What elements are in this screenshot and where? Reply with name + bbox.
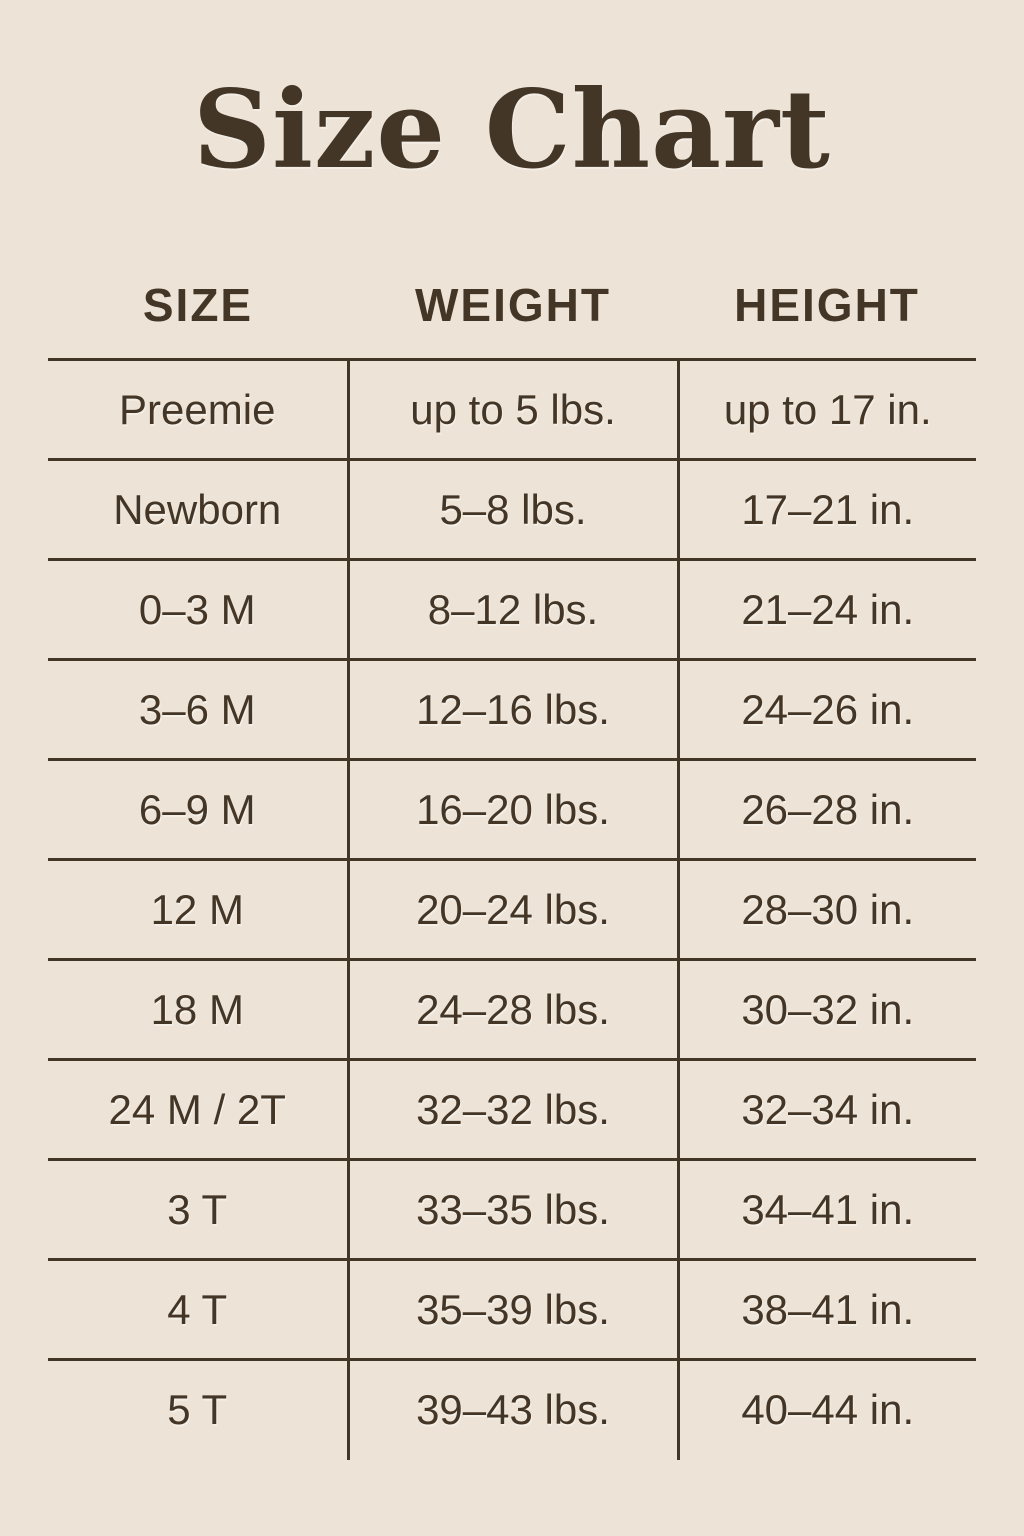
table-row — [48, 860, 976, 960]
height-cell: up to 17 in. — [678, 360, 976, 460]
height-cell: 21–24 in. — [678, 560, 976, 660]
height-cell: 30–32 in. — [678, 960, 976, 1060]
table-row — [48, 1360, 976, 1460]
table-row — [48, 1260, 976, 1360]
weight-cell: 32–32 lbs. — [348, 1060, 678, 1160]
size-cell: 4 T — [48, 1260, 348, 1360]
weight-cell: 12–16 lbs. — [348, 660, 678, 760]
size-cell: 5 T — [48, 1360, 348, 1460]
size-cell: 0–3 M — [48, 560, 348, 660]
table-row — [48, 1060, 976, 1160]
height-cell: 28–30 in. — [678, 860, 976, 960]
column-header-height: HEIGHT — [734, 278, 920, 331]
height-cell: 24–26 in. — [678, 660, 976, 760]
size-cell: 6–9 M — [48, 760, 348, 860]
size-chart-table — [48, 252, 976, 1460]
size-chart-header — [48, 252, 976, 360]
height-cell: 38–41 in. — [678, 1260, 976, 1360]
column-header-size: SIZE — [142, 278, 254, 331]
weight-cell: 35–39 lbs. — [348, 1260, 678, 1360]
table-row — [48, 960, 976, 1060]
page-title: Size Chart — [193, 67, 831, 193]
weight-cell: up to 5 lbs. — [348, 360, 678, 460]
table-row — [48, 760, 976, 860]
weight-cell: 33–35 lbs. — [348, 1160, 678, 1260]
size-chart-body — [48, 360, 976, 1460]
size-cell: 24 M / 2T — [48, 1060, 348, 1160]
size-cell: 12 M — [48, 860, 348, 960]
table-row — [48, 360, 976, 460]
weight-cell: 16–20 lbs. — [348, 760, 678, 860]
table-row — [48, 660, 976, 760]
table-row — [48, 460, 976, 560]
height-cell: 34–41 in. — [678, 1160, 976, 1260]
table-row — [48, 1160, 976, 1260]
weight-cell: 5–8 lbs. — [348, 460, 678, 560]
size-cell: 3–6 M — [48, 660, 348, 760]
table-row — [48, 560, 976, 660]
header-row — [48, 252, 976, 360]
size-cell: 18 M — [48, 960, 348, 1060]
weight-cell: 24–28 lbs. — [348, 960, 678, 1060]
weight-cell: 20–24 lbs. — [348, 860, 678, 960]
column-header-weight: WEIGHT — [415, 278, 611, 331]
height-cell: 32–34 in. — [678, 1060, 976, 1160]
height-cell: 17–21 in. — [678, 460, 976, 560]
weight-cell: 39–43 lbs. — [348, 1360, 678, 1460]
size-cell: Newborn — [48, 460, 348, 560]
height-cell: 40–44 in. — [678, 1360, 976, 1460]
height-cell: 26–28 in. — [678, 760, 976, 860]
size-cell: 3 T — [48, 1160, 348, 1260]
weight-cell: 8–12 lbs. — [348, 560, 678, 660]
size-cell: Preemie — [48, 360, 348, 460]
